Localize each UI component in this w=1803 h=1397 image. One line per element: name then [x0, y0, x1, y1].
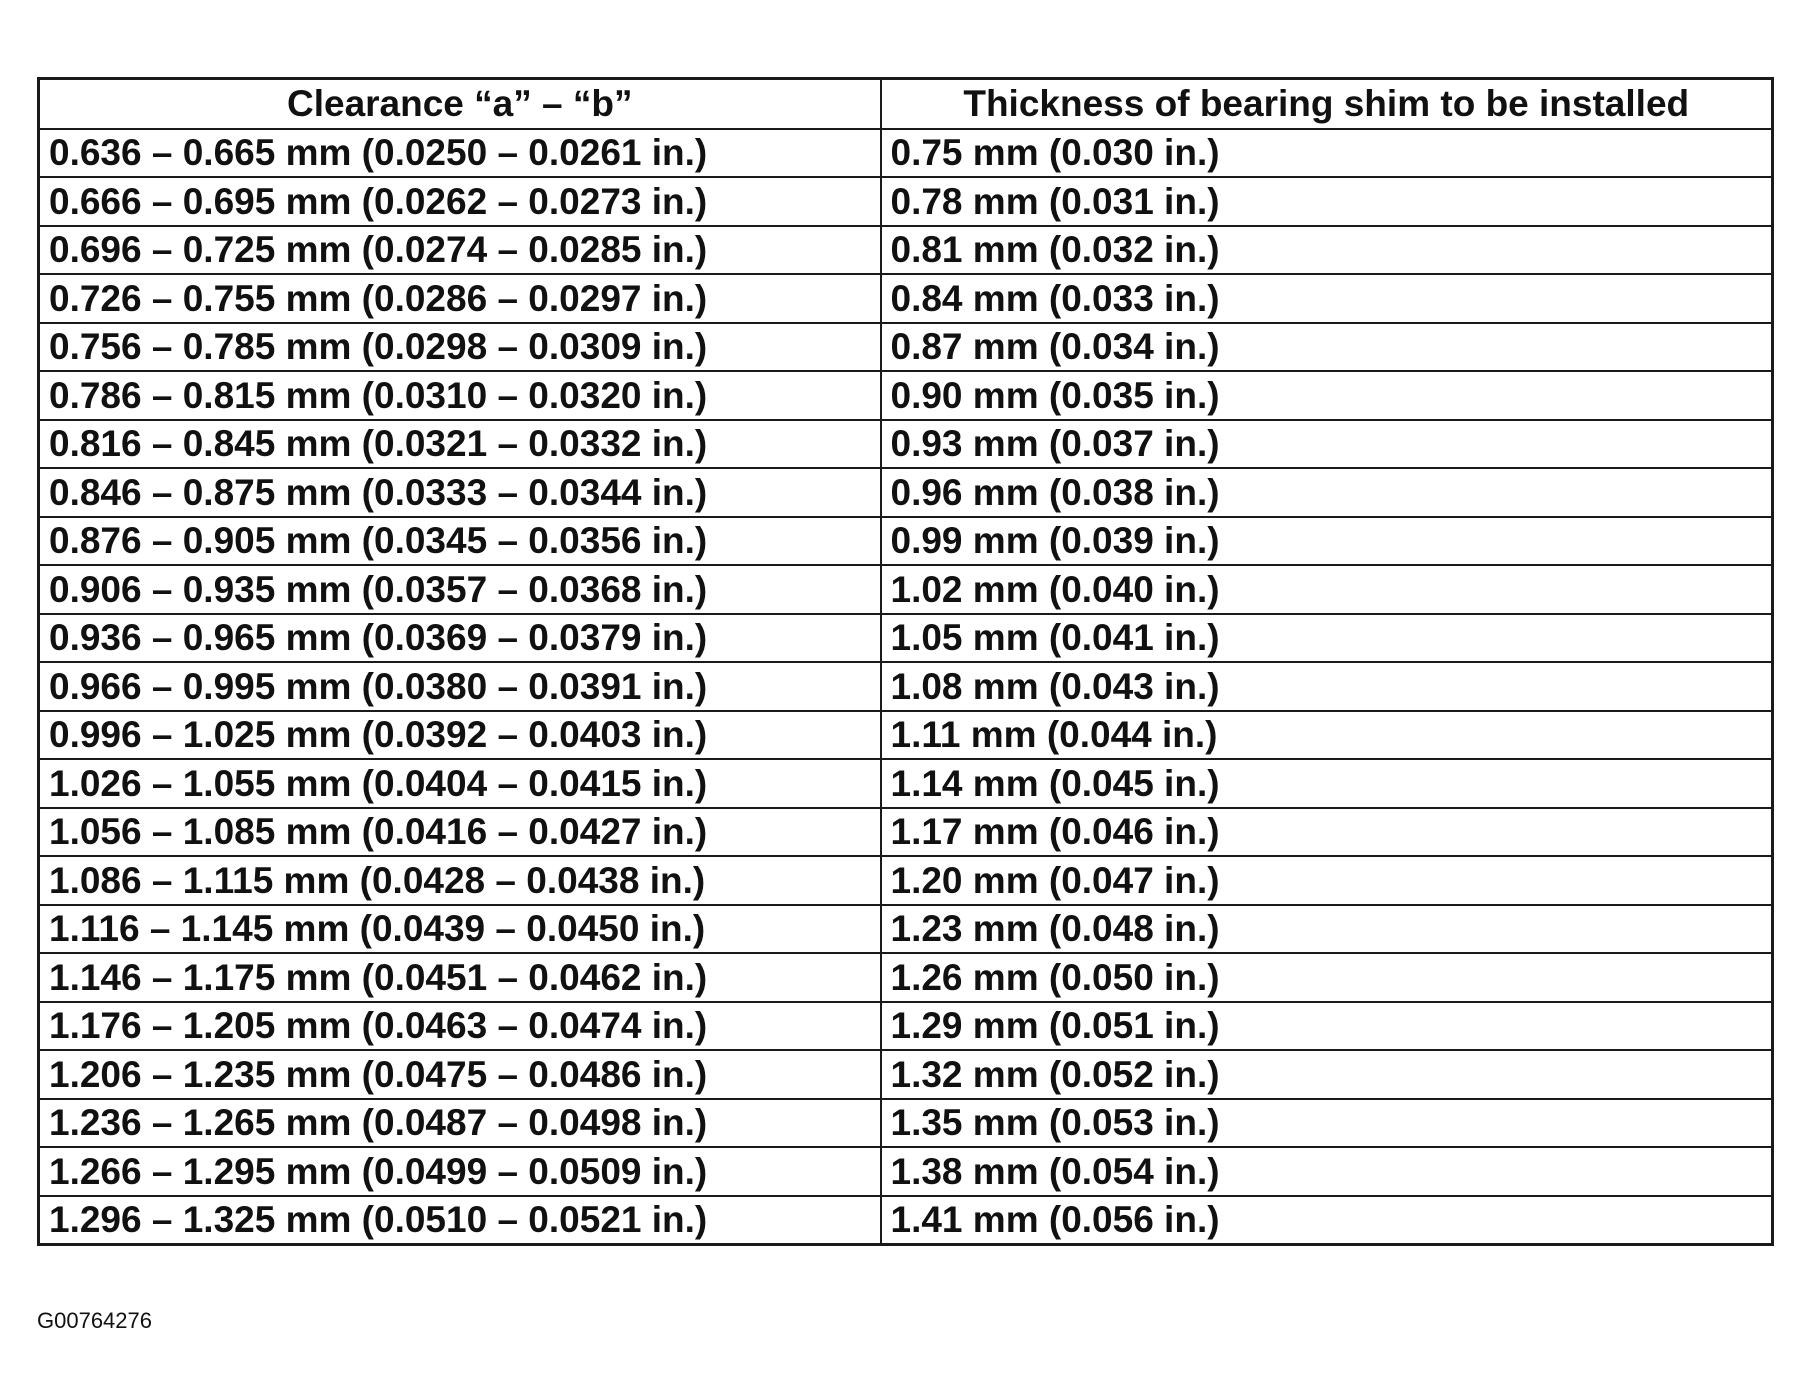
- shim-thickness-cell: 1.35 mm (0.053 in.): [881, 1099, 1773, 1148]
- shim-thickness-cell: 0.87 mm (0.034 in.): [881, 323, 1773, 372]
- clearance-cell: 0.696 – 0.725 mm (0.0274 – 0.0285 in.): [39, 226, 881, 275]
- table-row: [39, 662, 1773, 711]
- table-body: [39, 129, 1773, 1245]
- table-row: [39, 711, 1773, 760]
- shim-thickness-cell: 1.32 mm (0.052 in.): [881, 1050, 1773, 1099]
- header-shim-thickness: Thickness of bearing shim to be installed: [881, 79, 1773, 129]
- shim-thickness-cell: 1.23 mm (0.048 in.): [881, 905, 1773, 954]
- table-row: [39, 517, 1773, 566]
- table-row: [39, 274, 1773, 323]
- shim-thickness-cell: 0.84 mm (0.033 in.): [881, 274, 1773, 323]
- clearance-cell: 0.996 – 1.025 mm (0.0392 – 0.0403 in.): [39, 711, 881, 760]
- shim-thickness-cell: 1.02 mm (0.040 in.): [881, 565, 1773, 614]
- shim-thickness-cell: 0.99 mm (0.039 in.): [881, 517, 1773, 566]
- shim-thickness-cell: 1.08 mm (0.043 in.): [881, 662, 1773, 711]
- shim-thickness-cell: 0.90 mm (0.035 in.): [881, 371, 1773, 420]
- table-row: [39, 420, 1773, 469]
- table-row: [39, 323, 1773, 372]
- table-row: [39, 759, 1773, 808]
- header-clearance: Clearance “a” – “b”: [39, 79, 881, 129]
- shim-thickness-cell: 1.20 mm (0.047 in.): [881, 856, 1773, 905]
- table-row: [39, 565, 1773, 614]
- table-row: [39, 905, 1773, 954]
- clearance-cell: 0.756 – 0.785 mm (0.0298 – 0.0309 in.): [39, 323, 881, 372]
- figure-id: G00764276: [37, 1308, 152, 1333]
- shim-thickness-cell: 1.17 mm (0.046 in.): [881, 808, 1773, 857]
- table-row: [39, 1196, 1773, 1245]
- clearance-cell: 0.846 – 0.875 mm (0.0333 – 0.0344 in.): [39, 468, 881, 517]
- shim-thickness-cell: 1.38 mm (0.054 in.): [881, 1147, 1773, 1196]
- table-row: [39, 129, 1773, 178]
- shim-table-container: [37, 77, 1771, 1246]
- clearance-cell: 1.056 – 1.085 mm (0.0416 – 0.0427 in.): [39, 808, 881, 857]
- clearance-cell: 1.176 – 1.205 mm (0.0463 – 0.0474 in.): [39, 1002, 881, 1051]
- shim-thickness-cell: 0.96 mm (0.038 in.): [881, 468, 1773, 517]
- shim-thickness-cell: 0.75 mm (0.030 in.): [881, 129, 1773, 178]
- table-row: [39, 1002, 1773, 1051]
- clearance-cell: 1.206 – 1.235 mm (0.0475 – 0.0486 in.): [39, 1050, 881, 1099]
- clearance-cell: 0.786 – 0.815 mm (0.0310 – 0.0320 in.): [39, 371, 881, 420]
- clearance-cell: 1.296 – 1.325 mm (0.0510 – 0.0521 in.): [39, 1196, 881, 1245]
- table-row: [39, 177, 1773, 226]
- header-row: [39, 79, 1773, 129]
- clearance-cell: 0.636 – 0.665 mm (0.0250 – 0.0261 in.): [39, 129, 881, 178]
- table-row: [39, 468, 1773, 517]
- clearance-cell: 1.146 – 1.175 mm (0.0451 – 0.0462 in.): [39, 953, 881, 1002]
- clearance-cell: 0.816 – 0.845 mm (0.0321 – 0.0332 in.): [39, 420, 881, 469]
- clearance-cell: 0.966 – 0.995 mm (0.0380 – 0.0391 in.): [39, 662, 881, 711]
- shim-thickness-cell: 0.93 mm (0.037 in.): [881, 420, 1773, 469]
- clearance-cell: 1.236 – 1.265 mm (0.0487 – 0.0498 in.): [39, 1099, 881, 1148]
- table-row: [39, 371, 1773, 420]
- clearance-cell: 0.936 – 0.965 mm (0.0369 – 0.0379 in.): [39, 614, 881, 663]
- shim-thickness-cell: 1.14 mm (0.045 in.): [881, 759, 1773, 808]
- clearance-cell: 0.906 – 0.935 mm (0.0357 – 0.0368 in.): [39, 565, 881, 614]
- shim-thickness-cell: 1.05 mm (0.041 in.): [881, 614, 1773, 663]
- shim-thickness-cell: 1.11 mm (0.044 in.): [881, 711, 1773, 760]
- clearance-cell: 0.726 – 0.755 mm (0.0286 – 0.0297 in.): [39, 274, 881, 323]
- clearance-cell: 0.876 – 0.905 mm (0.0345 – 0.0356 in.): [39, 517, 881, 566]
- clearance-cell: 1.116 – 1.145 mm (0.0439 – 0.0450 in.): [39, 905, 881, 954]
- shim-thickness-cell: 1.29 mm (0.051 in.): [881, 1002, 1773, 1051]
- shim-thickness-cell: 1.26 mm (0.050 in.): [881, 953, 1773, 1002]
- table-header: [39, 79, 1773, 129]
- clearance-cell: 1.266 – 1.295 mm (0.0499 – 0.0509 in.): [39, 1147, 881, 1196]
- table-row: [39, 856, 1773, 905]
- shim-thickness-cell: 1.41 mm (0.056 in.): [881, 1196, 1773, 1245]
- table-row: [39, 953, 1773, 1002]
- table-row: [39, 226, 1773, 275]
- shim-selection-table: [37, 77, 1774, 1246]
- clearance-cell: 1.026 – 1.055 mm (0.0404 – 0.0415 in.): [39, 759, 881, 808]
- shim-thickness-cell: 0.81 mm (0.032 in.): [881, 226, 1773, 275]
- table-row: [39, 1147, 1773, 1196]
- clearance-cell: 0.666 – 0.695 mm (0.0262 – 0.0273 in.): [39, 177, 881, 226]
- clearance-cell: 1.086 – 1.115 mm (0.0428 – 0.0438 in.): [39, 856, 881, 905]
- table-row: [39, 1050, 1773, 1099]
- table-row: [39, 808, 1773, 857]
- table-row: [39, 614, 1773, 663]
- table-row: [39, 1099, 1773, 1148]
- shim-thickness-cell: 0.78 mm (0.031 in.): [881, 177, 1773, 226]
